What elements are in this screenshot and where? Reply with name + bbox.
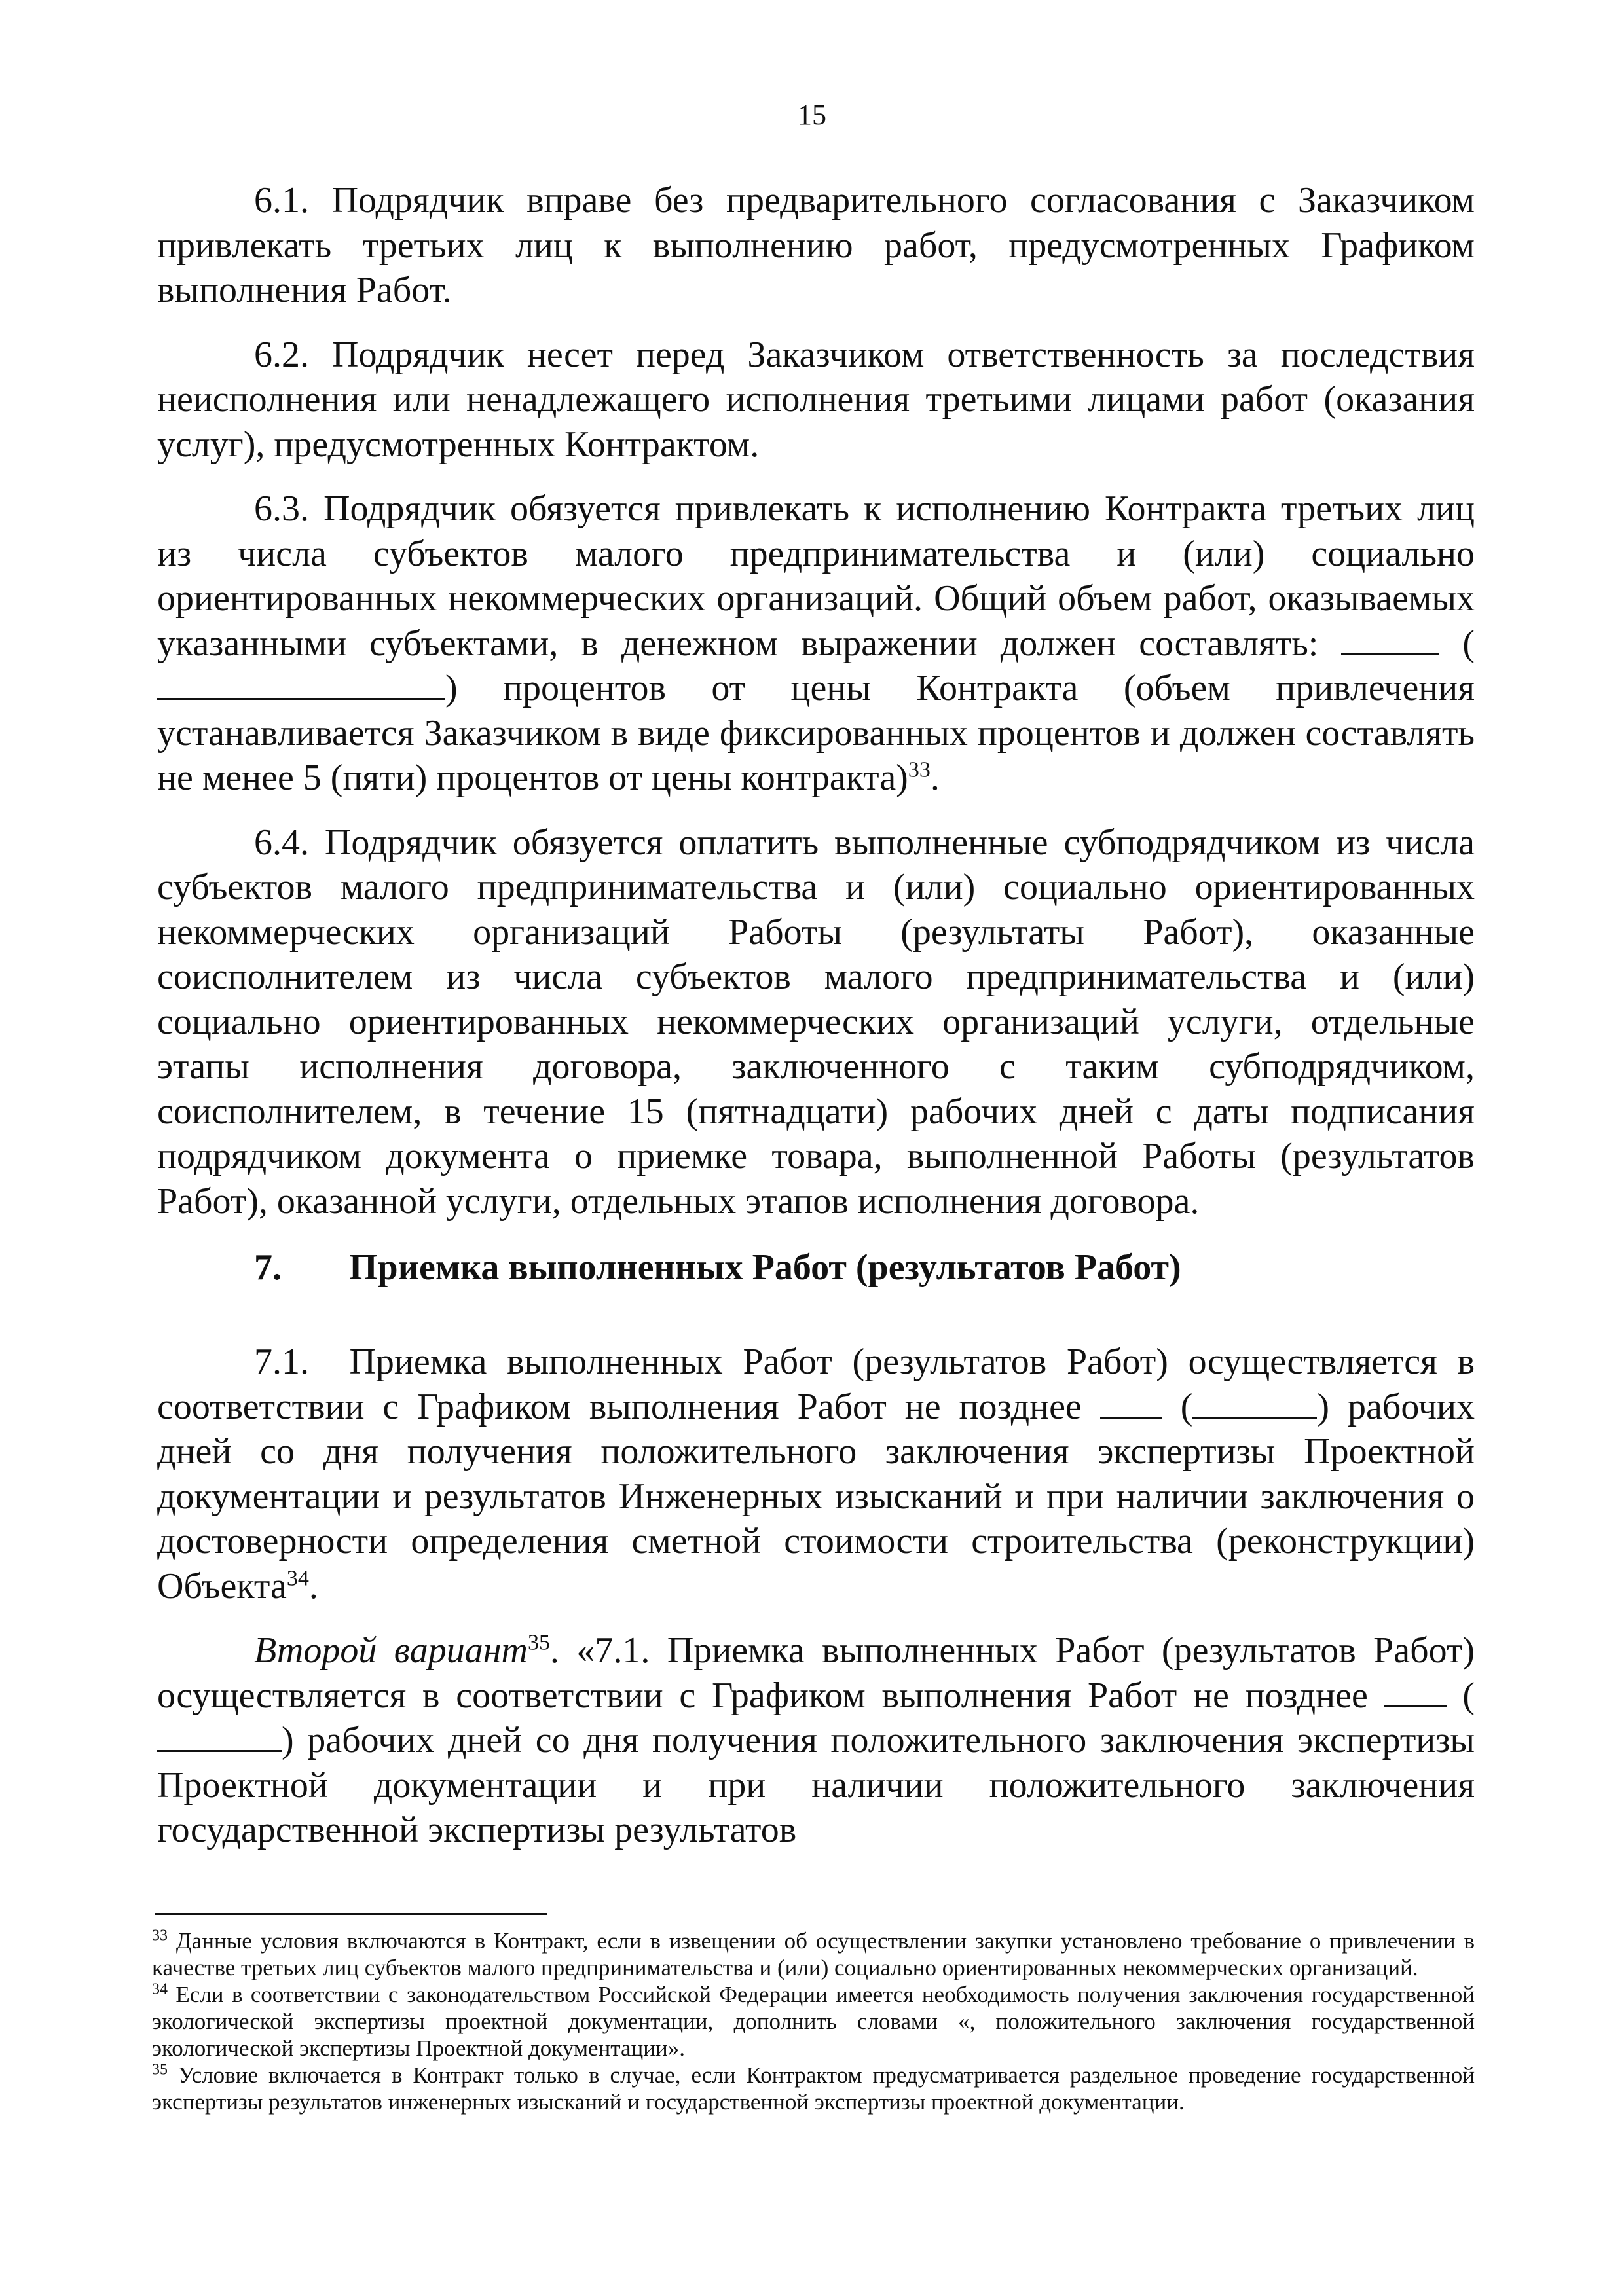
footnote-number: 34: [152, 1980, 168, 1998]
paren-open: (: [1462, 623, 1475, 664]
period: .: [308, 1565, 318, 1607]
clause-6-1: [157, 178, 1475, 313]
page-number: 15: [798, 99, 826, 131]
footnote-ref: 34: [286, 1565, 309, 1590]
footnote-number: 35: [152, 2061, 168, 2079]
heading-title: Приемка выполненных Работ (результатов Работ): [349, 1247, 1181, 1288]
alternative-label: Второй вариант: [254, 1630, 528, 1671]
section-7-heading: [254, 1247, 1181, 1288]
clause-text: Подрядчик обязуется привлекать к исполнению Контракта третьих лиц из числа субъектов малого предпринимательства и (или) социально ориентированных некоммерческих организаций. Общий объем работ, оказываемых указанными субъектами, в денежном выражении должен составлять:: [157, 488, 1475, 664]
clause-6-3: [157, 486, 1475, 801]
blank-field[interactable]: [1100, 1387, 1162, 1419]
footnote-ref: 35: [527, 1630, 550, 1655]
clause-text: . «7.1. Приемка выполненных Работ (результатов Работ) осуществляется в соответствии с Графиком выполнения Работ не позднее: [157, 1630, 1475, 1716]
blank-field[interactable]: [1384, 1675, 1447, 1707]
clause-text: Подрядчик обязуется оплатить выполненные субподрядчиком из числа субъектов малого предпринимательства и (или) социально ориентированных некоммерческих организаций Работы (результаты Работ), оказанные соисполнителем из числа субъектов малого предпринимательства и (или) социально ориентированных некоммерческих организаций услуги, отдельные этапы исполнения договора, заключенного с таким субподрядчиком, соисполнителем, в течение 15 (пятнадцати) рабочих дней с даты подписания подрядчиком документа о приемке товара, выполненной Работы (результатов Работ), оказанной услуги, отдельных этапов исполнения договора.: [157, 822, 1475, 1222]
paren-open: (: [1180, 1386, 1193, 1427]
clause-6-4: [157, 820, 1475, 1224]
footnote-ref: 33: [908, 757, 931, 782]
footnote-35: [152, 2062, 1475, 2115]
footnote-text: Данные условия включаются в Контракт, если в извещении об осуществлении закупки установлено требование о привлечении в качестве третьих лиц субъектов малого предпринимательства и (или) социально ориентированных некоммерческих организаций.: [152, 1928, 1475, 1980]
section-7-body: [157, 1339, 1475, 1853]
clause-7-1-alternative: [157, 1628, 1475, 1853]
footnote-number: 33: [152, 1927, 168, 1944]
footnote-text: Условие включается в Контракт только в случае, если Контрактом предусматривается раздельное проведение государственной экспертизы результатов инженерных изысканий и государственной экспертизы проектной документации.: [152, 2062, 1475, 2115]
clause-number: 6.1.: [254, 180, 309, 221]
clause-text: Приемка выполненных Работ (результатов Работ) осуществляется в соответствии с Графиком выполнения Работ не позднее: [157, 1341, 1475, 1427]
clause-number: 6.2.: [254, 334, 309, 375]
clause-text: Подрядчик несет перед Заказчиком ответственность за последствия неисполнения или ненадлежащего исполнения третьими лицами работ (оказания услуг), предусмотренных Контрактом.: [157, 334, 1475, 465]
footnote-34: [152, 1981, 1475, 2062]
clause-text: Подрядчик вправе без предварительного согласования с Заказчиком привлекать третьих лиц к выполнению работ, предусмотренных Графиком выполнения Работ.: [157, 180, 1475, 310]
clause-number: 6.4.: [254, 822, 309, 863]
footnote-text: Если в соответствии с законодательством Российской Федерации имеется необходимость получения заключения государственной экологической экспертизы проектной документации, дополнить словами «, положительного заключения государственной экологической экспертизы Проектной документации».: [152, 1982, 1475, 2061]
blank-field[interactable]: [157, 668, 445, 700]
footnotes: [152, 1927, 1475, 2115]
footnote-33: [152, 1927, 1475, 1981]
clause-text-continued: ) рабочих дней со дня получения положительного заключения экспертизы Проектной документации и результатов Инженерных изысканий и при наличии заключения о достоверности определения сметной стоимости строительства (реконструкции) Объекта: [157, 1386, 1475, 1607]
blank-field[interactable]: [157, 1720, 282, 1752]
paren-open: (: [1462, 1675, 1475, 1716]
blank-field[interactable]: [1192, 1387, 1317, 1419]
clause-text-continued: ) рабочих дней со дня получения положительного заключения экспертизы Проектной документации и при наличии положительного заключения государственной экспертизы результатов: [157, 1720, 1475, 1850]
clause-number: 7.1.: [254, 1341, 309, 1382]
clause-number: 6.3.: [254, 488, 309, 529]
clause-6-2: [157, 333, 1475, 467]
footnote-separator: [155, 1913, 547, 1915]
section-6-body: [157, 178, 1475, 1224]
heading-number: 7.: [254, 1247, 282, 1288]
period: .: [930, 757, 940, 798]
clause-text-continued: ) процентов от цены Контракта (объем привлечения устанавливается Заказчиком в виде фиксированных процентов и должен составлять не менее 5 (пяти) процентов от цены контракта): [157, 668, 1475, 798]
blank-field[interactable]: [1341, 623, 1439, 655]
clause-7-1: [157, 1339, 1475, 1609]
